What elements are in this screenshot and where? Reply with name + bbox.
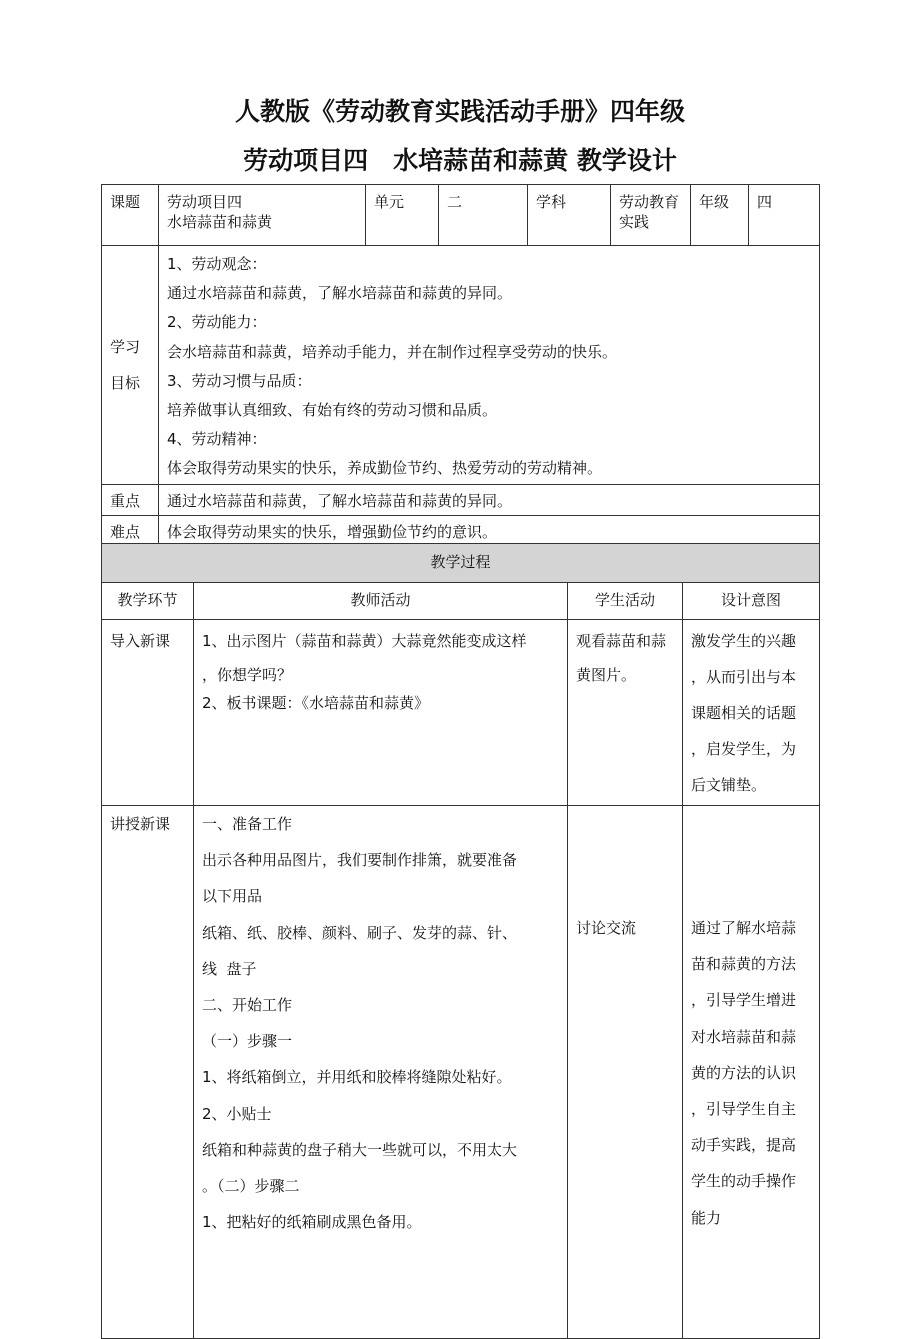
student-activity	[568, 620, 683, 806]
teacher-line: 1、将纸箱倒立，并用纸和胶棒将缝隙处粘好。	[202, 1068, 512, 1087]
intent-line: ，启发学生，为	[691, 740, 797, 758]
grade-value: 四	[749, 185, 820, 246]
lesson-info-table	[101, 184, 820, 547]
intent-line: 动手实践，提高	[691, 1136, 797, 1155]
column-header: 教学环节	[102, 583, 194, 620]
objective-line: 1、劳动观念：	[167, 255, 267, 273]
difficult-point-text: 体会取得劳动果实的快乐，增强勤俭节约的意识。	[159, 515, 820, 546]
teacher-line: 二、开始工作	[202, 995, 293, 1014]
student-line: 黄图片。	[576, 666, 637, 684]
teacher-activity	[194, 620, 568, 806]
objectives-content	[159, 246, 820, 485]
column-header: 学生活动	[568, 583, 683, 620]
subject-label: 学科	[528, 185, 611, 246]
design-intent	[683, 806, 820, 1339]
teacher-line: 纸箱、纸、胶棒、颜料、刷子、发芽的蒜、针、	[202, 923, 518, 942]
teacher-line: 线 盘子	[202, 959, 257, 978]
objectives-label-line: 学习	[110, 337, 141, 356]
key-point-label: 重点	[102, 484, 159, 515]
topic-value-line: 劳动项目四	[167, 193, 243, 211]
document-subtitle: 劳动项目四 水培蒜苗和蒜黄 教学设计	[243, 146, 677, 175]
subject-value	[611, 185, 691, 246]
document-title: 人教版《劳动教育实践活动手册》四年级	[234, 97, 685, 126]
objective-line: 培养做事认真细致、有始有终的劳动习惯和品质。	[167, 400, 498, 419]
student-activity	[568, 806, 683, 1339]
objective-line: 2、劳动能力：	[167, 313, 267, 332]
teacher-line: （一）步骤一	[202, 1032, 293, 1051]
subject-value-line: 劳动教育	[619, 193, 680, 211]
intent-line: 能力	[691, 1208, 722, 1227]
teacher-line: ，你想学吗？	[202, 666, 293, 684]
teacher-line: 。（二）步骤二	[202, 1176, 300, 1195]
teacher-line: 2、板书课题：《水培蒜苗和蒜黄》	[202, 694, 430, 712]
teacher-line: 1、把粘好的纸箱刷成黑色备用。	[202, 1213, 422, 1232]
intent-line: 黄的方法的认识	[691, 1063, 797, 1082]
objectives-label-line: 目标	[110, 373, 141, 392]
unit-value: 二	[439, 185, 528, 246]
intent-line: 激发学生的兴趣	[691, 632, 797, 650]
teacher-line: 2、小贴士	[202, 1104, 272, 1123]
objective-line: 通过水培蒜苗和蒜黄，了解水培蒜苗和蒜黄的异同。	[167, 284, 513, 303]
subject-value-line: 实践	[619, 213, 650, 231]
intent-line: ，引导学生增进	[691, 991, 797, 1010]
process-title: 教学过程	[102, 544, 820, 583]
topic-value	[159, 185, 366, 246]
grade-label: 年级	[691, 185, 749, 246]
topic-value-line: 水培蒜苗和蒜黄	[167, 213, 273, 231]
objective-line: 4、劳动精神：	[167, 430, 267, 449]
unit-label: 单元	[366, 185, 439, 246]
teacher-activity	[194, 806, 568, 1339]
teacher-line: 一、准备工作	[202, 815, 293, 833]
intent-line: 对水培蒜苗和蒜	[691, 1027, 797, 1046]
teacher-line: 以下用品	[202, 887, 263, 906]
column-header: 设计意图	[683, 583, 820, 620]
objective-line: 体会取得劳动果实的快乐，养成勤俭节约、热爱劳动的劳动精神。	[167, 459, 603, 478]
intent-line: 课题相关的话题	[691, 704, 797, 722]
teacher-line: 纸箱和种蒜黄的盘子稍大一些就可以，不用太大	[202, 1140, 518, 1159]
teaching-process-table	[101, 543, 820, 1339]
difficult-point-label: 难点	[102, 515, 159, 546]
intent-line: ，引导学生自主	[691, 1099, 797, 1118]
topic-label: 课题	[102, 185, 159, 246]
teacher-line: 1、出示图片（蒜苗和蒜黄）大蒜竟然能变成这样	[202, 632, 527, 650]
teacher-line: 出示各种用品图片，我们要制作排箫，就要准备	[202, 851, 518, 870]
objective-line: 3、劳动习惯与品质：	[167, 371, 312, 390]
objective-line: 会水培蒜苗和蒜黄，培养动手能力，并在制作过程享受劳动的快乐。	[167, 342, 618, 361]
key-point-text: 通过水培蒜苗和蒜黄，了解水培蒜苗和蒜黄的异同。	[159, 484, 820, 515]
stage-cell: 导入新课	[102, 620, 194, 806]
intent-line: 后文铺垫。	[691, 776, 767, 794]
design-intent	[683, 620, 820, 806]
column-header: 教师活动	[194, 583, 568, 620]
intent-line: ，从而引出与本	[691, 668, 797, 686]
stage-cell: 讲授新课	[102, 806, 194, 1339]
intent-line: 苗和蒜黄的方法	[691, 955, 797, 974]
intent-line: 学生的动手操作	[691, 1172, 797, 1191]
objectives-label	[102, 246, 159, 485]
student-line: 讨论交流	[576, 919, 637, 937]
intent-line: 通过了解水培蒜	[691, 919, 797, 937]
student-line: 观看蒜苗和蒜	[576, 632, 667, 650]
